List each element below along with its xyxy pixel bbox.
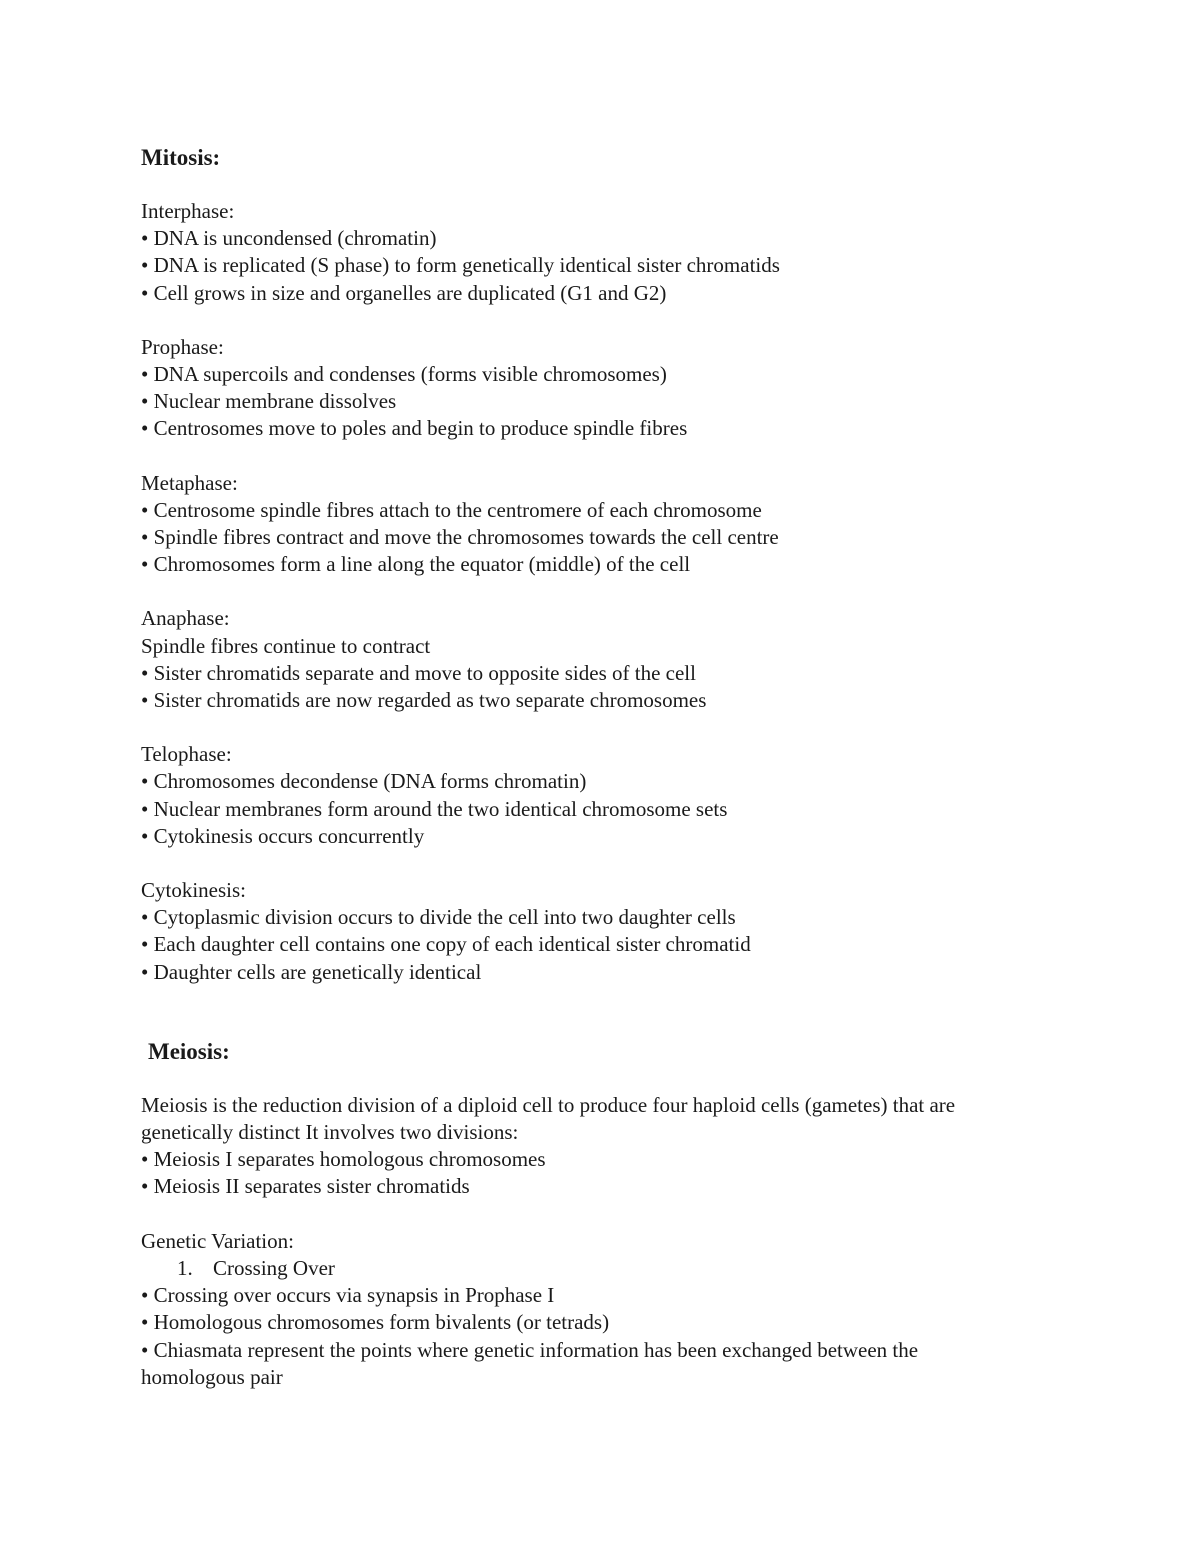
prophase-section bbox=[141, 334, 1081, 443]
bullet-line: • Sister chromatids separate and move to opposite sides of the cell bbox=[141, 660, 696, 685]
text-line: homologous pair bbox=[141, 1364, 283, 1389]
bullet-line: • Crossing over occurs via synapsis in Prophase I bbox=[141, 1283, 555, 1308]
bullet-line: • Each daughter cell contains one copy of each identical sister chromatid bbox=[141, 932, 751, 957]
cytokinesis-section bbox=[141, 877, 1081, 986]
bullet-line: • DNA is replicated (S phase) to form genetically identical sister chromatids bbox=[141, 253, 780, 278]
bullet-line: • Cytoplasmic division occurs to divide the cell into two daughter cells bbox=[141, 905, 736, 930]
bullet-line: • Daughter cells are genetically identical bbox=[141, 959, 482, 984]
paragraph-line: genetically distinct It involves two divisions: bbox=[141, 1120, 519, 1145]
bullet-line: • Nuclear membrane dissolves bbox=[141, 389, 397, 414]
section-title: Genetic Variation: bbox=[141, 1228, 294, 1253]
bullet-line: • Meiosis I separates homologous chromosomes bbox=[141, 1147, 546, 1172]
metaphase-section bbox=[141, 470, 1081, 579]
bullet-line: • Chromosomes decondense (DNA forms chromatin) bbox=[141, 769, 587, 794]
section-title: Interphase: bbox=[141, 199, 235, 223]
bullet-line: • Cytokinesis occurs concurrently bbox=[141, 823, 425, 848]
paragraph-line: Meiosis is the reduction division of a diploid cell to produce four haploid cells (gametes) that are bbox=[141, 1092, 956, 1117]
section-title: Cytokinesis: bbox=[141, 878, 247, 903]
bullet-line: • Meiosis II separates sister chromatids bbox=[141, 1174, 470, 1199]
bullet-line: • Centrosome spindle fibres attach to the centromere of each chromosome bbox=[141, 497, 762, 522]
mitosis-heading: Mitosis: bbox=[141, 145, 221, 170]
numbered-item bbox=[141, 1255, 1081, 1282]
bullet-line: • Chiasmata represent the points where genetic information has been exchanged between the bbox=[141, 1337, 919, 1362]
bullet-line: • Homologous chromosomes form bivalents (or tetrads) bbox=[141, 1310, 610, 1335]
document-body bbox=[141, 142, 1081, 1418]
bullet-line: • Sister chromatids are now regarded as two separate chromosomes bbox=[141, 688, 707, 713]
text-line: Spindle fibres continue to contract bbox=[141, 633, 431, 658]
genetic-variation-section bbox=[141, 1228, 1081, 1391]
section-title: Prophase: bbox=[141, 334, 224, 359]
item-number: 1. bbox=[177, 1255, 193, 1280]
interphase-section bbox=[141, 198, 1081, 307]
item-label: Crossing Over bbox=[213, 1255, 335, 1280]
bullet-line: • Cell grows in size and organelles are duplicated (G1 and G2) bbox=[141, 280, 667, 305]
bullet-line: • DNA is uncondensed (chromatin) bbox=[141, 226, 437, 251]
bullet-line: • DNA supercoils and condenses (forms visible chromosomes) bbox=[141, 362, 667, 387]
anaphase-section bbox=[141, 605, 1081, 714]
bullet-line: • Chromosomes form a line along the equator (middle) of the cell bbox=[141, 552, 691, 577]
telophase-section bbox=[141, 741, 1081, 850]
section-title: Anaphase: bbox=[141, 606, 230, 631]
bullet-line: • Centrosomes move to poles and begin to produce spindle fibres bbox=[141, 416, 688, 441]
meiosis-heading: Meiosis: bbox=[148, 1038, 230, 1064]
section-title: Metaphase: bbox=[141, 470, 238, 495]
bullet-line: • Nuclear membranes form around the two identical chromosome sets bbox=[141, 796, 728, 821]
bullet-line: • Spindle fibres contract and move the chromosomes towards the cell centre bbox=[141, 525, 779, 550]
section-title: Telophase: bbox=[141, 742, 232, 767]
meiosis-intro-section bbox=[141, 1092, 1081, 1201]
